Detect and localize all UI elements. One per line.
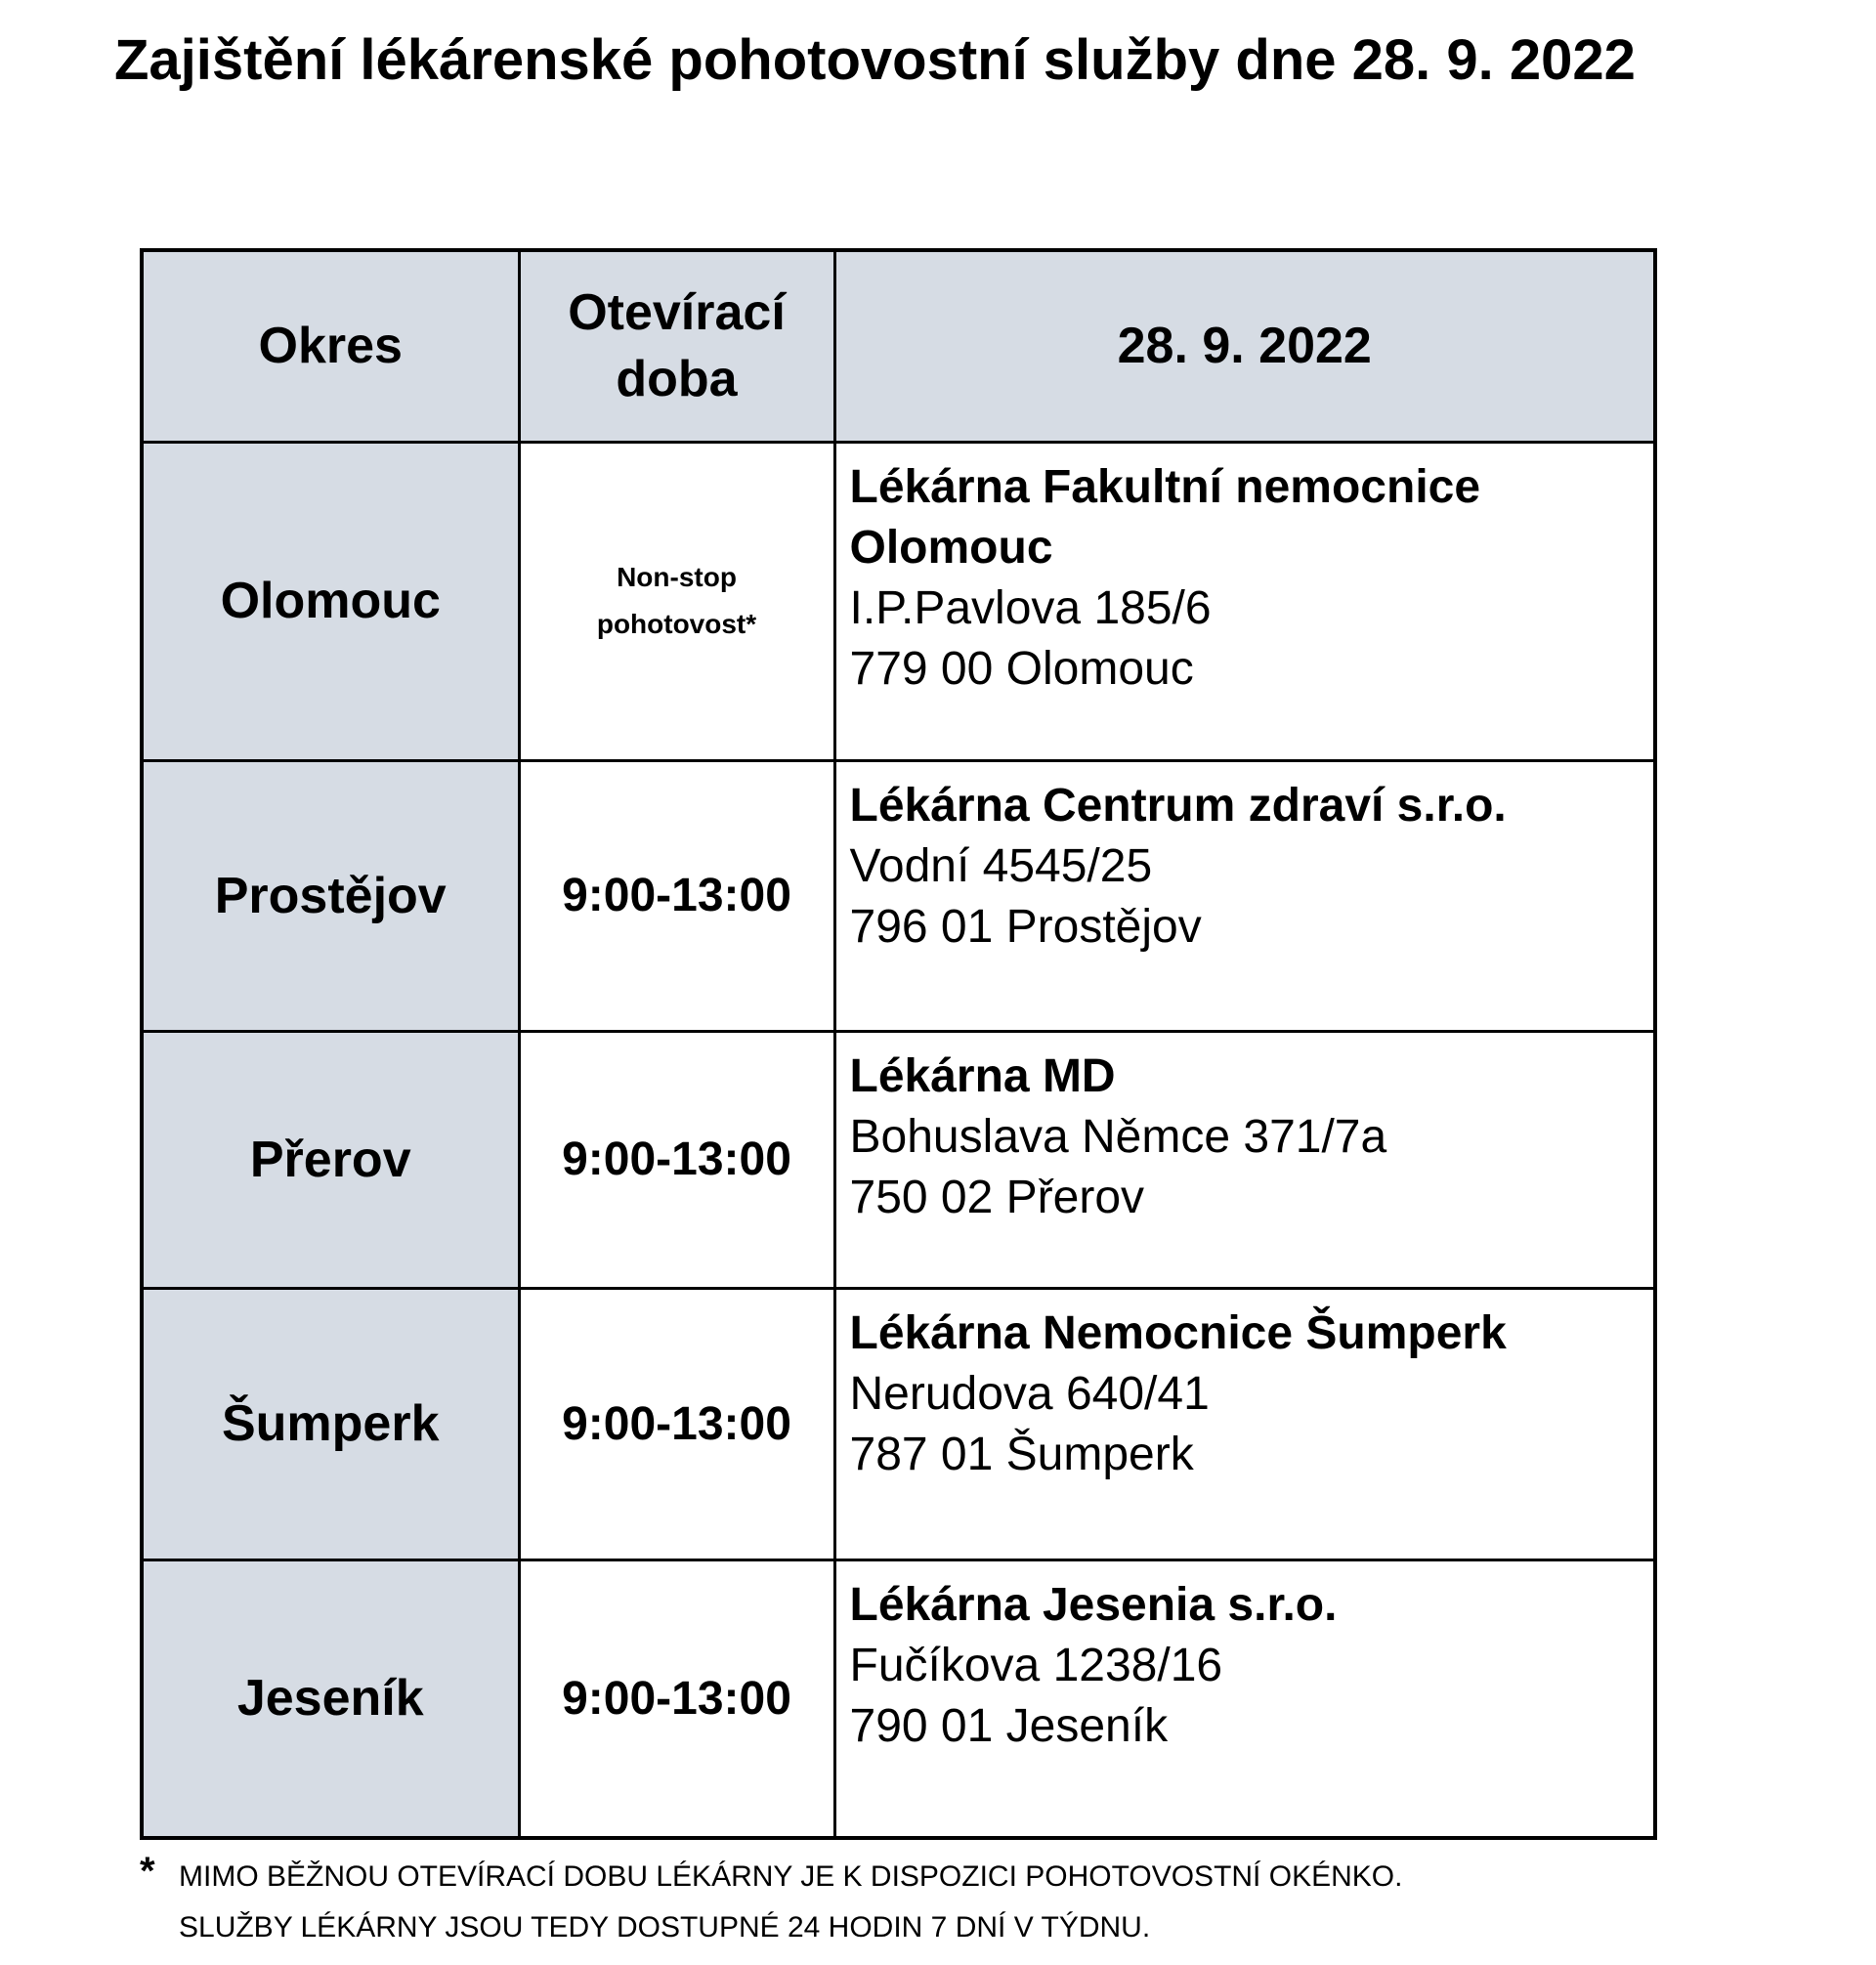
footnote-marker: *	[140, 1850, 155, 1893]
pharmacy-cell	[834, 1288, 1655, 1559]
header-opening-hours-line2: doba	[616, 351, 738, 408]
page-title: Zajištění lékárenské pohotovostní služby dne 28. 9. 2022	[114, 28, 1636, 92]
table-row	[142, 1559, 1655, 1838]
table-row	[142, 1288, 1655, 1559]
district-cell: Jeseník	[142, 1559, 519, 1838]
table-row	[142, 1031, 1655, 1288]
pharmacy-street: Fučíkova 1238/16	[849, 1639, 1223, 1691]
pharmacy-city: 750 02 Přerov	[849, 1171, 1145, 1223]
pharmacy-name: Lékárna Nemocnice Šumperk	[849, 1306, 1507, 1359]
district-cell: Přerov	[142, 1031, 519, 1288]
pharmacy-name: Lékárna Centrum zdraví s.r.o.	[849, 779, 1507, 832]
pharmacy-cell	[834, 760, 1655, 1031]
pharmacy-name-continued: Olomouc	[849, 521, 1053, 574]
pharmacy-street: Bohuslava Němce 371/7a	[849, 1110, 1387, 1163]
header-opening-hours-line1: Otevírací	[568, 284, 786, 342]
pharmacy-city: 779 00 Olomouc	[849, 642, 1194, 695]
pharmacy-schedule-table	[140, 248, 1657, 1840]
footnote-line1: MIMO BĚŽNOU OTEVÍRACÍ DOBU LÉKÁRNY JE K DISPOZICI POHOTOVOSTNÍ OKÉNKO.	[179, 1860, 1403, 1893]
pharmacy-street: Vodní 4545/25	[849, 839, 1153, 892]
opening-hours-line2: pohotovost*	[596, 609, 757, 639]
header-date: 28. 9. 2022	[834, 250, 1655, 442]
pharmacy-city: 796 01 Prostějov	[849, 900, 1202, 953]
opening-hours-line1: Non-stop	[617, 562, 737, 592]
district-cell: Olomouc	[142, 442, 519, 760]
opening-hours-cell: 9:00-13:00	[519, 760, 834, 1031]
district-cell: Prostějov	[142, 760, 519, 1031]
opening-hours-cell: 9:00-13:00	[519, 1031, 834, 1288]
pharmacy-cell	[834, 1559, 1655, 1838]
opening-hours-cell: 9:00-13:00	[519, 1288, 834, 1559]
footnote	[140, 1852, 1402, 1953]
opening-hours-cell: 9:00-13:00	[519, 1559, 834, 1838]
pharmacy-name: Lékárna Jesenia s.r.o.	[849, 1578, 1338, 1631]
footnote-line2: SLUŽBY LÉKÁRNY JSOU TEDY DOSTUPNÉ 24 HODIN 7 DNÍ V TÝDNU.	[179, 1911, 1151, 1944]
header-district: Okres	[142, 250, 519, 442]
table-row	[142, 442, 1655, 760]
pharmacy-name: Lékárna MD	[849, 1049, 1116, 1102]
table-row	[142, 760, 1655, 1031]
pharmacy-cell	[834, 1031, 1655, 1288]
pharmacy-cell	[834, 442, 1655, 760]
district-cell: Šumperk	[142, 1288, 519, 1559]
pharmacy-city: 787 01 Šumperk	[849, 1428, 1194, 1480]
pharmacy-street: I.P.Pavlova 185/6	[849, 581, 1212, 634]
header-opening-hours	[519, 250, 834, 442]
opening-hours-cell	[519, 442, 834, 760]
table-header-row	[142, 250, 1655, 442]
pharmacy-street: Nerudova 640/41	[849, 1367, 1210, 1420]
pharmacy-name: Lékárna Fakultní nemocnice	[849, 460, 1481, 513]
pharmacy-city: 790 01 Jeseník	[849, 1699, 1169, 1752]
